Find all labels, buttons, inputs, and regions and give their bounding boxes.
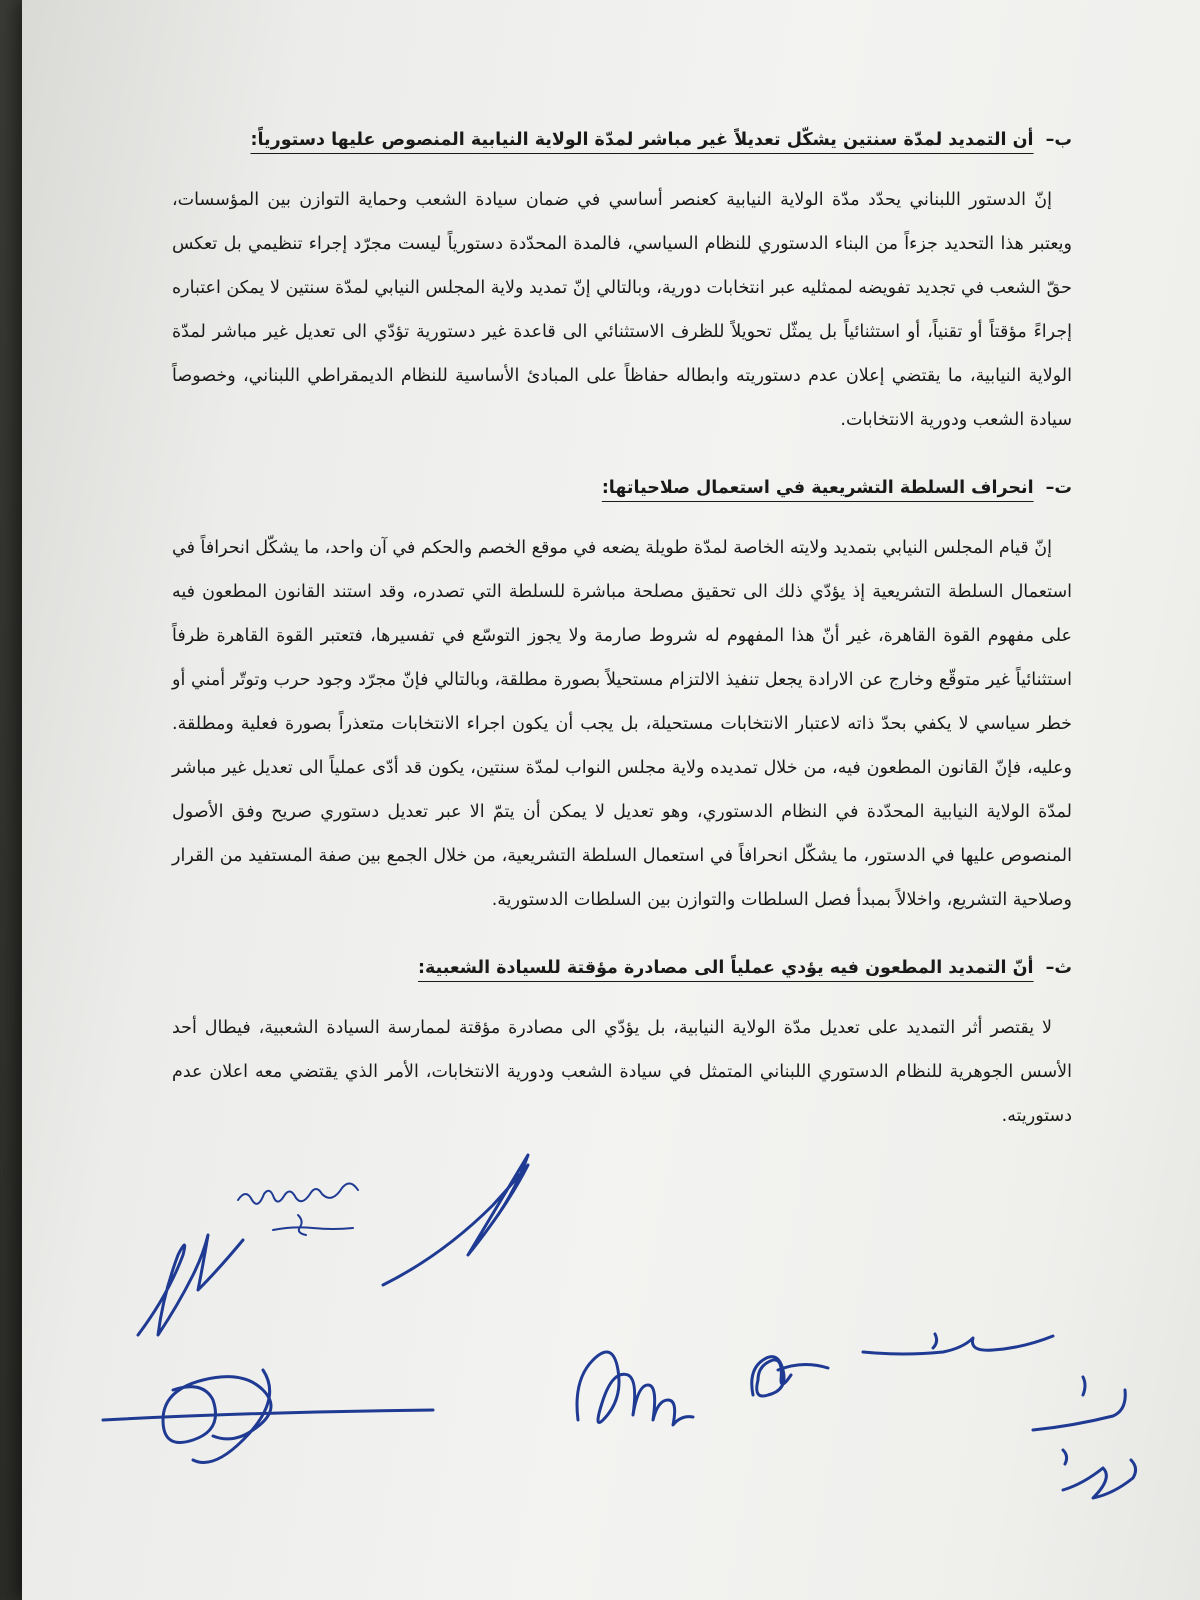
signature-mark	[933, 1334, 937, 1348]
document-page	[22, 0, 1200, 1600]
signature-mark	[863, 1336, 1053, 1354]
document-body	[172, 118, 1072, 1138]
signature-mark	[193, 1370, 270, 1463]
signature-mark	[577, 1352, 693, 1425]
section-marker: ث–	[1045, 958, 1072, 978]
section-marker: ب–	[1045, 130, 1072, 150]
signature-mark	[238, 1183, 358, 1203]
signature-mark	[752, 1357, 791, 1396]
signature-mark	[138, 1235, 243, 1335]
section-paragraph: إنّ قيام المجلس النيابي بتمديد ولايته الخاصة لمدّة طويلة يضعه في موقع الخصم والحكم في آن واحد، ما يشكّل انحرافاً في استعمال السلطة التشريعية إذ يؤدّي ذلك الى تحقيق مصلحة مباشرة للسلطة التي تصدره، وقد استند القانون المطعون فيه على مفهوم القوة القاهرة، غير أنّ هذا المفهوم له شروط صارمة ولا يجوز التوسّع في تفسيرها، فتعتبر القوة القاهرة ظرفاً استثنائياً غير متوقّع وخارج عن الارادة يجعل تنفيذ الالتزام مستحيلاً بصورة مطلقة، وبالتالي فإنّ مجرّد وجود حرب وتوتّر أمني أو خطر سياسي لا يكفي بحدّ ذاته لاعتبار الانتخابات مستحيلة، بل يجب أن يكون اجراء الانتخابات متعذراً بصورة فعلية ومطلقة. وعليه، فإنّ القانون المطعون فيه، من خلال تمديده ولاية مجلس النواب لمدّة سنتين، يكون قد أدّى عملياً الى تعديل غير مباشر لمدّة الولاية النيابية المحدّدة في النظام الدستوري، وهو تعديل لا يمكن أن يتمّ الا عبر تعديل دستوري صريح وفق الأصول المنصوص عليها في الدستور، ما يشكّل انحرافاً في استعمال السلطة التشريعية، من خلال الجمع بين صفة المستفيد من القرار وصلاحية التشريع، واخلالاً بمبدأ فصل السلطات والتوازن بين السلطات الدستورية.	[172, 538, 1072, 910]
signature-mark	[103, 1410, 433, 1420]
signature-mark	[1083, 1377, 1085, 1395]
signature-mark	[273, 1227, 353, 1230]
signature-mark	[1063, 1450, 1067, 1464]
section-title: أنّ التمديد المطعون فيه يؤدي عملياً الى مصادرة مؤقتة للسيادة الشعبية:	[417, 958, 1034, 978]
signature-mark	[298, 1215, 306, 1235]
signature-mark	[1063, 1460, 1136, 1498]
section-title: انحراف السلطة التشريعية في استعمال صلاحياتها:	[601, 478, 1034, 498]
section-title: أن التمديد لمدّة سنتين يشكّل تعديلاً غير مباشر لمدّة الولاية النيابية المنصوص عليها دستورياً:	[250, 130, 1034, 150]
section-marker: ت–	[1045, 478, 1072, 498]
section-paragraph: إنّ الدستور اللبناني يحدّد مدّة الولاية النيابية كعنصر أساسي في ضمان سيادة الشعب وحماية التوازن بين المؤسسات، ويعتبر هذا التحديد جزءاً من البناء الدستوري للنظام السياسي، فالمدة المحدّدة دستورياً ليست مجرّد إجراء تنظيمي بل تعكس حقّ الشعب في تجديد تفويضه لممثليه عبر انتخابات دورية، وبالتالي إنّ تمديد ولاية المجلس النيابي لمدّة سنتين لا يمكن اعتباره إجراءً مؤقتاً أو تقنياً، أو استثنائياً بل يمثّل تحويلاً للظرف الاستثنائي الى قاعدة غير دستورية تؤدّي الى تعديل غير مباشر لمدّة الولاية النيابية، ما يقتضي إعلان عدم دستوريته وابطاله حفاظاً على المبادئ الأساسية للنظام الديمقراطي اللبناني، وخصوصاً سيادة الشعب ودورية الانتخابات.	[172, 190, 1072, 430]
section-heading-t	[172, 466, 1072, 510]
signature-mark	[163, 1377, 271, 1443]
signature-mark	[778, 1364, 828, 1370]
signature-mark	[1033, 1390, 1125, 1430]
section-heading-th	[172, 946, 1072, 990]
section-heading-b	[172, 118, 1072, 162]
section-paragraph: لا يقتصر أثر التمديد على تعديل مدّة الولاية النيابية، بل يؤدّي الى مصادرة مؤقتة لممارسة السيادة الشعبية، فيطال أحد الأسس الجوهرية للنظام الدستوري اللبناني المتمثل في سيادة الشعب ودورية الانتخابات، الأمر الذي يقتضي معه اعلان عدم دستوريته.	[172, 1018, 1072, 1126]
signature-mark	[383, 1155, 528, 1285]
